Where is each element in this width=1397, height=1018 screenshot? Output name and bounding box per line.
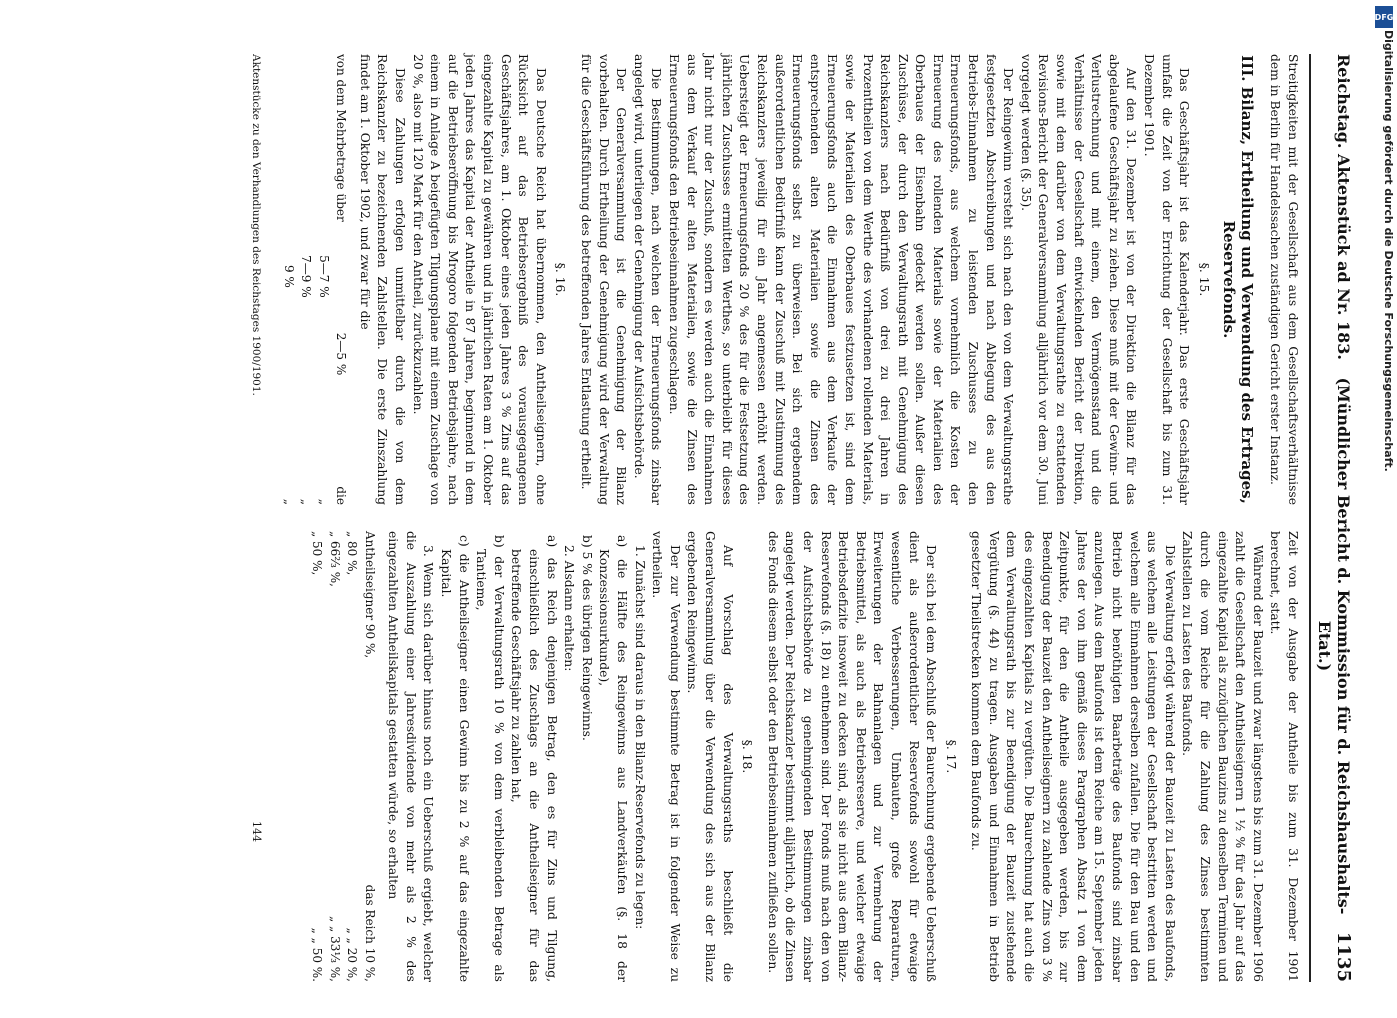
rate-share: „: [281, 498, 296, 505]
header-left: Reichstag. Aktenstück ad Nr. 183.: [1334, 54, 1353, 360]
page-header: [1309, 54, 1354, 982]
signature-mark: 144: [249, 821, 263, 842]
list-item: 3. Wenn sich darüber hinaus noch ein Ueberschuß ergiebt, welcher die Auszahlung einer Jahresdividende von mehr als 2 % des eingezahlten Antheilskapitals gestatten würde, so erhalten: [386, 531, 436, 982]
rate-reich: „ „ 50 %.: [309, 927, 324, 982]
rate-row: [332, 54, 350, 505]
left-column: [279, 54, 1301, 505]
rate-row: [279, 54, 297, 505]
list-item: a) das Reich denjenigen Betrag, den es für Zins und Tilgung, einschließlich des Zuschlags an die Antheilseigner für das betreffende Geschäftsjahr zu zahlen hat,: [509, 535, 559, 982]
rate-row: [314, 54, 332, 505]
list-item: b) 5 % des übrigen Reingewinns.: [579, 535, 594, 741]
paragraph: Zeit von der Ausgabe der Antheile bis zum 31. Dezember 1901 berechnet, statt.: [1268, 531, 1300, 982]
rate-range: 7—9 %: [299, 255, 314, 298]
rate-row: [297, 54, 315, 505]
rates-intro: von dem Mehrbetrage über: [334, 54, 349, 222]
rate-holders: „ 80 %,: [345, 531, 360, 576]
paragraph-number: §. 17.: [943, 739, 958, 774]
paragraph: Die Bestimmungen, nach welchen der Erneuerungsfonds zinsbar angelegt wird, unterliegen der Genehmigung der Aufsichtsbehörde.: [631, 54, 664, 505]
rate-range: 5—7 %: [316, 255, 331, 298]
rate-share: „: [299, 498, 314, 505]
paragraph-number: §. 18.: [740, 739, 755, 774]
right-column: [279, 531, 1301, 982]
paragraph: Der sich bei dem Abschluß der Baurechnung ergebende Ueberschuß dient als außerordentlicher Reservefonds sowohl für etwaige wesentliche Verbesserungen, Umbauten, große Reparaturen, Erweiterungen der Bahnanlagen und zur Vermehrung der Betriebsmittel, als auch als Betriebsreserve, und welcher etwaige Betriebsdefizite insoweit zu decken sind, als sie nicht aus dem Bilanz-Reservefonds (§. 18) zu entnehmen sind. Der Fonds muß nach den von der Aufsichtsbehörde zu genehmigenden Bestimmungen zinsbar angelegt werden. Der Reichskanzler bestimmt alljährlich, ob die Zinsen des Fonds diesem selbst oder den Betriebseinnahmen zufließen sollen.: [765, 531, 939, 982]
paragraph: Der Reingewinn versteht sich nach den von dem Verwaltungsrathe festgesetzten Abschreibungen und nach Ablegung des aus den Betriebs-Einnahmen zu leistenden Zuschusses zu den Erneuerungsfonds, aus welchem vornehmlich die Kosten der Erneuerung des rollenden Materials sowie der Materialien des Oberbaues der Eisenbahn gedeckt werden sollen. Außer diesen Zuschüsse, der durch den Verwaltungsrath mit Genehmigung des Reichskanzlers nach Bedürfniß von drei zu drei Jahren in Prozenttheilen von dem Werthe des vorhandenen rollenden Materials, sowie der Materialien des Oberbaues festzusetzen ist, sind dem Erneuerungsfonds auch die Einnahmen aus dem Verkaufe der entsprechenden alten Materialien sowie die Zinsen des Erneuerungsfonds selbst zu überweisen. Bei sich ergebendem außerordentlichen Bedürfniß kann der Zuschuß mit Zustimmung des Reichskanzlers jeweilig für ein Jahr angemessen erhöht werden. Uebersteigt der Erneuerungsfonds 20 % des für die Festsetzung des jährlichen Zuschusses ermittelten Werthes, so unterbleibt für dieses Jahr nicht nur der Zuschuß, sondern es werden auch die Einnahmen aus dem Verkauf der alten Materialien, sowie die Zinsen des Erneuerungsfonds den Betriebseinnahmen zugeschlagen.: [667, 54, 1016, 505]
paragraph: Auf den 31. Dezember ist von der Direktion die Bilanz für das abgelaufene Geschäftsjahr zu ziehen. Diese muß mit der Gewinn- und Verlustrechnung und mit einem, den Vermögensstand und die Verhältnisse der Gesellschaft entwickelnden Bericht der Direktion, sowie mit dem darüber von dem Verwaltungsrathe zu erstattenden Revisions-Bericht der Generalversammlung alljährlich vor dem 30. Juni vorgelegt werden (§. 35).: [1018, 54, 1139, 505]
dfg-logo: DFG: [1375, 6, 1393, 28]
paragraph: Der zur Verwendung bestimmte Betrag ist in folgender Weise zu vertheilen.: [650, 531, 682, 982]
rate-share: „: [316, 498, 331, 505]
paragraph: Während der Bauzeit und zwar längstens bis zum 31. Dezember 1906 zahlt die Gesellschaft den Antheilseignern 1 ½ % für das Jahr auf das eingezahlte Kapital als zuzüglichen Bauzins zu denselben Terminen und durch die vom Reiche für die Zahlung des Zinses bestimmten Zahlstellen zu Lasten des Baufonds.: [1180, 531, 1265, 982]
page-number: 1135: [1333, 931, 1354, 982]
paragraph: Die Verwaltung erfolgt während der Bauzeit zu Lasten des Baufonds, aus welchem alle Leistungen der Gesellschaft bestritten werden und welchem alle Einnahmen derselben zufallen. Die für den Bau und den Betrieb nicht benöthigten Baarbeträge des Baufonds sind zinsbar anzulegen. Aus dem Baufonds ist dem Reiche am 15. September jeden Jahres der von ihm gemäß dieses Paragraphen Absatz 1 von dem Zeitpunkte, für den die Antheile ausgegeben werden, bis zur Beendigung der Bauzeit den Antheilseignern zu zahlende Zins von 3 % des eingezahlten Kapitals zu vergüten. Die Baurechnung hat auch die dem Verwaltungsrath bis zur Beendigung der Bauzeit zustehende Vergütung (§. 44) zu tragen. Ausgaben und Einnahmen in Betrieb gesetzter Theilstrecken kommen dem Baufonds zu.: [969, 531, 1177, 982]
rate-range: 2—5 %: [334, 332, 349, 376]
list-item: b) der Verwaltungsrath 10 % von dem verbleibenden Betrage als Tantieme,: [474, 535, 506, 982]
rate-row: [307, 531, 325, 982]
paragraph: Das Geschäftsjahr ist das Kalenderjahr. Das erste Geschäftsjahr umfaßt die Zeit von der Errichtung der Gesellschaft bis zum 31. Dezember 1901.: [1142, 54, 1192, 505]
rate-row: [325, 531, 343, 982]
list-item: 1. Zunächst sind daraus in den Bilanz-Reservefonds zu legen:: [632, 545, 647, 930]
paragraph: Auf Vorschlag des Verwaltungsraths beschließt die Generalversammlung über die Verwendung des sich aus der Bilanz ergebenden Reingewinns.: [685, 531, 735, 982]
header-center: (Mündlicher Bericht d. Kommission für d. Reichshaushalts-Etat.): [1315, 377, 1353, 915]
rate-holders: „ 50 %,: [309, 531, 324, 576]
paragraph-number: §. 15.: [1196, 262, 1211, 297]
section-title: III. Bilanz, Ertheilung und Verwendung des Ertrages, Reservefonds.: [1219, 55, 1256, 504]
list-item: a) die Hälfte des Reingewinns aus Landverkäufen (§. 18 der Konzessionsurkunde),: [597, 535, 630, 982]
paragraph: Diese Zahlungen erfolgen unmittelbar durch die von dem Reichskanzler zu bezeichnenden Zahlstellen. Die erste Zinszahlung findet am 1. Oktober 1902, und zwar für die: [357, 54, 408, 505]
rate-holders: „ 66⅔ %,: [327, 531, 342, 587]
rate-reich: das Reich 10 %,: [362, 884, 377, 982]
rate-row: [343, 531, 361, 982]
digitization-note: [1373, 4, 1395, 990]
list-item: c) die Antheilseigner einen Gewinn bis zu 2 % auf das eingezahlte Kapital.: [439, 535, 471, 982]
paragraph: Streitigkeiten mit der Gesellschaft aus dem Gesellschaftsverhältnisse dem in Berlin für Handelssachen zuständigen Gericht erster Instanz.: [1268, 54, 1300, 505]
paragraph: Das Deutsche Reich hat übernommen, den Antheilseignern, ohne Rücksicht auf das Betriebsergebniß des vorausgegangenen Geschäftsjahres, am 1. Oktober eines jeden Jahres 3 % Zins auf das eingezahlte Kapital zu gewähren und in jährlichen Raten am 1. Oktober jeden Jahres das Kapital der Antheile in 87 Jahren, beginnend in dem auf die Betriebseröffnung bis Mrogoro folgenden Betriebsjahre, nach einem in Anlage A beigefügten Tilgungsplane mit einem Zuschlage von 20 %, also mit 120 Mark für den Antheil, zurückzuzahlen.: [410, 54, 548, 505]
rate-table-left: [279, 54, 349, 505]
rate-row: [360, 531, 378, 982]
rate-range: 9 %: [281, 264, 296, 288]
rate-holders: Antheilseigner 90 %,: [362, 531, 377, 659]
list-item: 2. Alsdann erhalten:: [562, 545, 577, 672]
rate-reich: „ „ 33⅓ %,: [327, 916, 342, 982]
rate-table-right: [307, 531, 377, 982]
footer-note: Aktenstücke zu den Verhandlungen des Reichstages 1900/1901.: [249, 54, 262, 396]
paragraph: Der Generalversammlung ist die Genehmigung der Bilanz vorbehalten. Durch Ertheilung der Genehmigung wird der Verwaltung für die Geschäftsführung des betreffenden Jahres Entlastung ertheilt.: [579, 54, 629, 505]
page-footer: [250, 54, 263, 982]
document-page: [118, 18, 1380, 1018]
rate-reich: „ „ 20 %,: [345, 927, 360, 982]
digitization-credit: Digitalisierung gefördert durch die Deutsche Forschungsgemeinschaft.: [1382, 30, 1395, 472]
paragraph-number: §. 16.: [553, 262, 568, 297]
rate-share: die: [334, 486, 349, 505]
